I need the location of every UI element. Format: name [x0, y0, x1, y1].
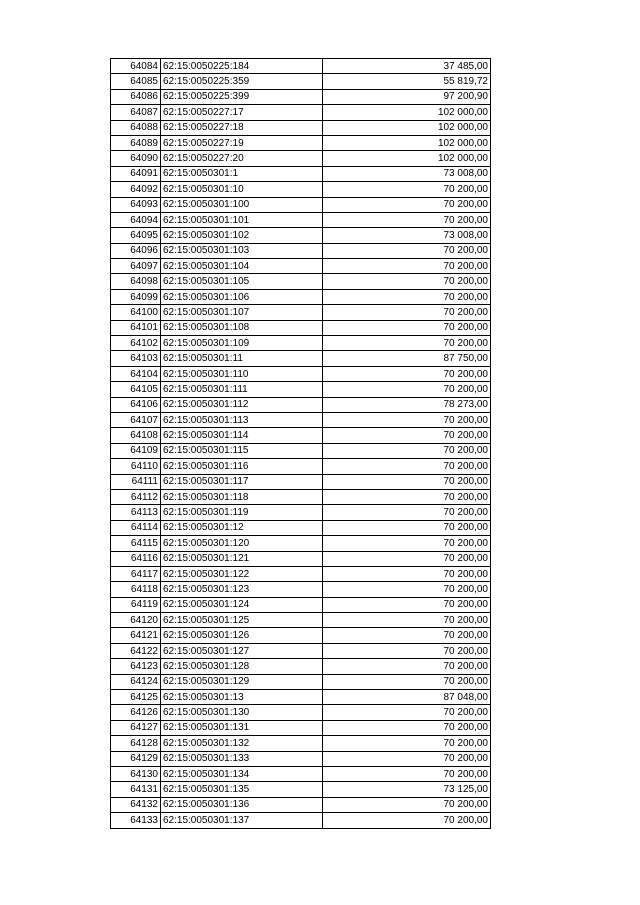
cadastral-number: 62:15:0050301:137 — [161, 813, 323, 828]
cadastral-value: 70 200,00 — [323, 489, 491, 504]
table-row — [111, 690, 491, 705]
table-row — [111, 412, 491, 427]
row-number: 64129 — [111, 751, 161, 766]
cadastral-value: 70 200,00 — [323, 443, 491, 458]
row-number: 64108 — [111, 428, 161, 443]
table-row — [111, 474, 491, 489]
row-number: 64113 — [111, 505, 161, 520]
cadastral-number: 62:15:0050301:13 — [161, 690, 323, 705]
cadastral-value: 102 000,00 — [323, 120, 491, 135]
cadastral-value: 73 008,00 — [323, 228, 491, 243]
cadastral-value: 70 200,00 — [323, 597, 491, 612]
cadastral-number: 62:15:0050301:116 — [161, 459, 323, 474]
row-number: 64093 — [111, 197, 161, 212]
table-row — [111, 274, 491, 289]
table-row — [111, 382, 491, 397]
cadastral-value: 78 273,00 — [323, 397, 491, 412]
table-row — [111, 182, 491, 197]
row-number: 64092 — [111, 182, 161, 197]
cadastral-number: 62:15:0050301:103 — [161, 243, 323, 258]
cadastral-number: 62:15:0050225:359 — [161, 74, 323, 89]
cadastral-number: 62:15:0050301:126 — [161, 628, 323, 643]
row-number: 64091 — [111, 166, 161, 181]
table-row — [111, 212, 491, 227]
table-row — [111, 105, 491, 120]
cadastral-number: 62:15:0050301:134 — [161, 766, 323, 781]
cadastral-number: 62:15:0050301:121 — [161, 551, 323, 566]
cadastral-number: 62:15:0050301:111 — [161, 382, 323, 397]
row-number: 64127 — [111, 720, 161, 735]
cadastral-number: 62:15:0050301:128 — [161, 659, 323, 674]
table-row — [111, 613, 491, 628]
row-number: 64110 — [111, 459, 161, 474]
cadastral-value: 73 008,00 — [323, 166, 491, 181]
table-row — [111, 443, 491, 458]
row-number: 64104 — [111, 366, 161, 381]
cadastral-value: 102 000,00 — [323, 151, 491, 166]
row-number: 64122 — [111, 643, 161, 658]
cadastral-value: 70 200,00 — [323, 320, 491, 335]
row-number: 64087 — [111, 105, 161, 120]
row-number: 64131 — [111, 782, 161, 797]
table-row — [111, 782, 491, 797]
cadastral-number: 62:15:0050301:132 — [161, 736, 323, 751]
table-body — [111, 59, 491, 829]
cadastral-value: 70 200,00 — [323, 628, 491, 643]
row-number: 64116 — [111, 551, 161, 566]
table-row — [111, 489, 491, 504]
cadastral-number: 62:15:0050301:107 — [161, 305, 323, 320]
row-number: 64086 — [111, 89, 161, 104]
table-row — [111, 59, 491, 74]
row-number: 64084 — [111, 59, 161, 74]
cadastral-value: 102 000,00 — [323, 105, 491, 120]
cadastral-number: 62:15:0050301:120 — [161, 536, 323, 551]
cadastral-number: 62:15:0050301:108 — [161, 320, 323, 335]
table-row — [111, 643, 491, 658]
cadastral-value: 70 200,00 — [323, 766, 491, 781]
row-number: 64123 — [111, 659, 161, 674]
table-row — [111, 428, 491, 443]
cadastral-value: 70 200,00 — [323, 474, 491, 489]
table-row — [111, 705, 491, 720]
cadastral-number: 62:15:0050301:123 — [161, 582, 323, 597]
row-number: 64096 — [111, 243, 161, 258]
table-row — [111, 505, 491, 520]
cadastral-number: 62:15:0050225:184 — [161, 59, 323, 74]
cadastral-value: 70 200,00 — [323, 582, 491, 597]
table-row — [111, 320, 491, 335]
row-number: 64121 — [111, 628, 161, 643]
cadastral-number: 62:15:0050227:19 — [161, 135, 323, 150]
row-number: 64132 — [111, 797, 161, 812]
cadastral-value: 70 200,00 — [323, 674, 491, 689]
table-row — [111, 289, 491, 304]
row-number: 64107 — [111, 412, 161, 427]
cadastral-number: 62:15:0050301:1 — [161, 166, 323, 181]
row-number: 64130 — [111, 766, 161, 781]
table-row — [111, 259, 491, 274]
cadastral-value: 70 200,00 — [323, 751, 491, 766]
cadastral-number: 62:15:0050301:122 — [161, 566, 323, 581]
cadastral-value: 70 200,00 — [323, 305, 491, 320]
row-number: 64103 — [111, 351, 161, 366]
table-row — [111, 659, 491, 674]
cadastral-value: 70 200,00 — [323, 428, 491, 443]
row-number: 64111 — [111, 474, 161, 489]
row-number: 64100 — [111, 305, 161, 320]
cadastral-number: 62:15:0050301:130 — [161, 705, 323, 720]
cadastral-value: 70 200,00 — [323, 736, 491, 751]
row-number: 64133 — [111, 813, 161, 828]
cadastral-value: 70 200,00 — [323, 182, 491, 197]
cadastral-value: 70 200,00 — [323, 536, 491, 551]
row-number: 64117 — [111, 566, 161, 581]
cadastral-number: 62:15:0050301:131 — [161, 720, 323, 735]
cadastral-number: 62:15:0050301:114 — [161, 428, 323, 443]
table-row — [111, 797, 491, 812]
cadastral-value: 70 200,00 — [323, 813, 491, 828]
cadastral-value: 70 200,00 — [323, 412, 491, 427]
cadastral-number: 62:15:0050301:118 — [161, 489, 323, 504]
row-number: 64120 — [111, 613, 161, 628]
cadastral-value: 70 200,00 — [323, 613, 491, 628]
table-row — [111, 151, 491, 166]
cadastral-number: 62:15:0050301:125 — [161, 613, 323, 628]
cadastral-value: 70 200,00 — [323, 366, 491, 381]
row-number: 64098 — [111, 274, 161, 289]
row-number: 64090 — [111, 151, 161, 166]
row-number: 64097 — [111, 259, 161, 274]
row-number: 64124 — [111, 674, 161, 689]
cadastral-number: 62:15:0050301:135 — [161, 782, 323, 797]
row-number: 64106 — [111, 397, 161, 412]
table-row — [111, 597, 491, 612]
cadastral-number: 62:15:0050301:110 — [161, 366, 323, 381]
cadastral-number: 62:15:0050301:117 — [161, 474, 323, 489]
cadastral-number: 62:15:0050301:11 — [161, 351, 323, 366]
cadastral-value: 87 750,00 — [323, 351, 491, 366]
cadastral-number: 62:15:0050301:124 — [161, 597, 323, 612]
table-row — [111, 536, 491, 551]
cadastral-value: 102 000,00 — [323, 135, 491, 150]
cadastral-number: 62:15:0050301:119 — [161, 505, 323, 520]
cadastral-number: 62:15:0050227:20 — [161, 151, 323, 166]
table-row — [111, 736, 491, 751]
cadastral-value: 70 200,00 — [323, 551, 491, 566]
cadastral-value: 70 200,00 — [323, 720, 491, 735]
cadastral-value: 70 200,00 — [323, 520, 491, 535]
cadastral-number: 62:15:0050227:17 — [161, 105, 323, 120]
table-row — [111, 197, 491, 212]
row-number: 64119 — [111, 597, 161, 612]
cadastral-value: 70 200,00 — [323, 336, 491, 351]
cadastral-number: 62:15:0050301:136 — [161, 797, 323, 812]
table-row — [111, 166, 491, 181]
cadastral-value: 70 200,00 — [323, 382, 491, 397]
table-row — [111, 366, 491, 381]
table-row — [111, 674, 491, 689]
cadastral-number: 62:15:0050301:101 — [161, 212, 323, 227]
cadastral-number: 62:15:0050301:127 — [161, 643, 323, 658]
cadastral-value: 70 200,00 — [323, 505, 491, 520]
cadastral-value: 70 200,00 — [323, 274, 491, 289]
cadastral-value: 97 200,90 — [323, 89, 491, 104]
table-row — [111, 582, 491, 597]
table-row — [111, 720, 491, 735]
row-number: 64102 — [111, 336, 161, 351]
row-number: 64094 — [111, 212, 161, 227]
cadastral-number: 62:15:0050301:100 — [161, 197, 323, 212]
cadastral-number: 62:15:0050301:115 — [161, 443, 323, 458]
table-row — [111, 520, 491, 535]
cadastral-number: 62:15:0050301:106 — [161, 289, 323, 304]
cadastral-value: 70 200,00 — [323, 459, 491, 474]
cadastral-number: 62:15:0050301:129 — [161, 674, 323, 689]
table-row — [111, 336, 491, 351]
cadastral-number: 62:15:0050301:102 — [161, 228, 323, 243]
table-row — [111, 813, 491, 828]
table-row — [111, 89, 491, 104]
cadastral-number: 62:15:0050301:112 — [161, 397, 323, 412]
row-number: 64125 — [111, 690, 161, 705]
row-number: 64115 — [111, 536, 161, 551]
cadastral-value: 37 485,00 — [323, 59, 491, 74]
row-number: 64089 — [111, 135, 161, 150]
cadastral-value: 70 200,00 — [323, 643, 491, 658]
cadastral-value: 70 200,00 — [323, 212, 491, 227]
cadastral-value: 70 200,00 — [323, 259, 491, 274]
row-number: 64109 — [111, 443, 161, 458]
row-number: 64128 — [111, 736, 161, 751]
table-row — [111, 351, 491, 366]
cadastral-value: 70 200,00 — [323, 243, 491, 258]
cadastral-value: 70 200,00 — [323, 659, 491, 674]
table-row — [111, 751, 491, 766]
cadastral-number: 62:15:0050301:105 — [161, 274, 323, 289]
row-number: 64088 — [111, 120, 161, 135]
row-number: 64095 — [111, 228, 161, 243]
row-number: 64085 — [111, 74, 161, 89]
table-row — [111, 135, 491, 150]
cadastral-number: 62:15:0050301:113 — [161, 412, 323, 427]
table-row — [111, 228, 491, 243]
table-row — [111, 551, 491, 566]
table-row — [111, 459, 491, 474]
cadastral-values-table — [110, 58, 491, 829]
cadastral-number: 62:15:0050301:104 — [161, 259, 323, 274]
table-row — [111, 566, 491, 581]
row-number: 64099 — [111, 289, 161, 304]
cadastral-number: 62:15:0050301:10 — [161, 182, 323, 197]
cadastral-value: 70 200,00 — [323, 197, 491, 212]
row-number: 64126 — [111, 705, 161, 720]
row-number: 64112 — [111, 489, 161, 504]
cadastral-value: 70 200,00 — [323, 289, 491, 304]
cadastral-value: 73 125,00 — [323, 782, 491, 797]
cadastral-number: 62:15:0050301:12 — [161, 520, 323, 535]
table-row — [111, 120, 491, 135]
cadastral-value: 87 048,00 — [323, 690, 491, 705]
table-row — [111, 243, 491, 258]
cadastral-value: 70 200,00 — [323, 705, 491, 720]
cadastral-value: 55 819,72 — [323, 74, 491, 89]
row-number: 64114 — [111, 520, 161, 535]
row-number: 64105 — [111, 382, 161, 397]
cadastral-number: 62:15:0050225:399 — [161, 89, 323, 104]
cadastral-value: 70 200,00 — [323, 797, 491, 812]
row-number: 64101 — [111, 320, 161, 335]
table-row — [111, 628, 491, 643]
table-row — [111, 766, 491, 781]
table-row — [111, 397, 491, 412]
cadastral-value: 70 200,00 — [323, 566, 491, 581]
cadastral-number: 62:15:0050301:109 — [161, 336, 323, 351]
cadastral-number: 62:15:0050301:133 — [161, 751, 323, 766]
row-number: 64118 — [111, 582, 161, 597]
table-row — [111, 305, 491, 320]
table-row — [111, 74, 491, 89]
cadastral-number: 62:15:0050227:18 — [161, 120, 323, 135]
